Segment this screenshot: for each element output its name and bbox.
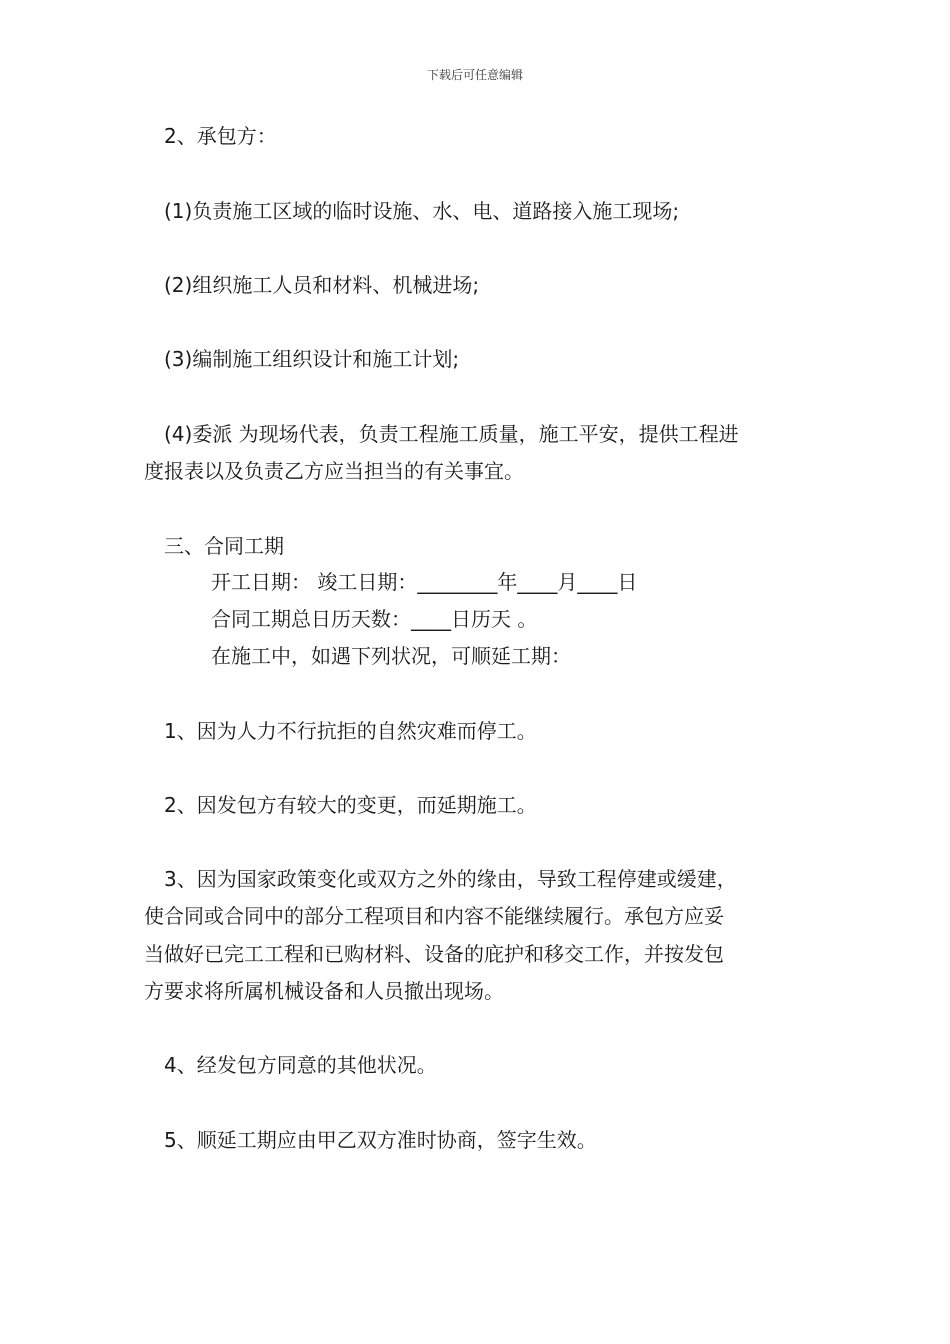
extension-point-4: 4、经发包方同意的其他状况。	[164, 1053, 437, 1077]
total-days-line: 合同工期总日历天数：____日历天 。	[211, 607, 538, 631]
section-2-heading: 2、承包方：	[164, 124, 277, 148]
extension-point-3-line-3: 当做好已完工工程和已购材料、设备的庇护和移交工作，并按发包	[144, 942, 724, 966]
extension-point-1: 1、因为人力不行抗拒的自然灾难而停工。	[164, 719, 537, 743]
extension-point-2: 2、因发包方有较大的变更，而延期施工。	[164, 793, 537, 817]
contractor-item-4-line-1: (4)委派 为现场代表，负责工程施工质量，施工平安，提供工程进	[164, 422, 739, 446]
extension-point-3-line-1: 3、因为国家政策变化或双方之外的缘由，导致工程停建或缓建，	[164, 867, 737, 891]
page-header-note: 下载后可任意编辑	[426, 68, 523, 82]
dates-line: 开工日期： 竣工日期：________年____月____日	[211, 570, 638, 594]
extension-point-3-line-2: 使合同或合同中的部分工程项目和内容不能继续履行。承包方应妥	[144, 904, 724, 928]
extension-point-5: 5、顺延工期应由甲乙双方准时协商，签字生效。	[164, 1128, 597, 1152]
contractor-item-2: (2)组织施工人员和材料、机械进场;	[164, 273, 480, 297]
extension-point-3-line-4: 方要求将所属机械设备和人员撤出现场。	[144, 979, 504, 1003]
contractor-item-3: (3)编制施工组织设计和施工计划;	[164, 347, 460, 371]
section-3-heading: 三、合同工期	[164, 534, 284, 558]
contractor-item-1: (1)负责施工区域的临时设施、水、电、道路接入施工现场;	[164, 199, 680, 223]
extension-intro: 在施工中，如遇下列状况，可顺延工期：	[211, 644, 571, 668]
contractor-item-4-line-2: 度报表以及负责乙方应当担当的有关事宜。	[144, 459, 524, 483]
